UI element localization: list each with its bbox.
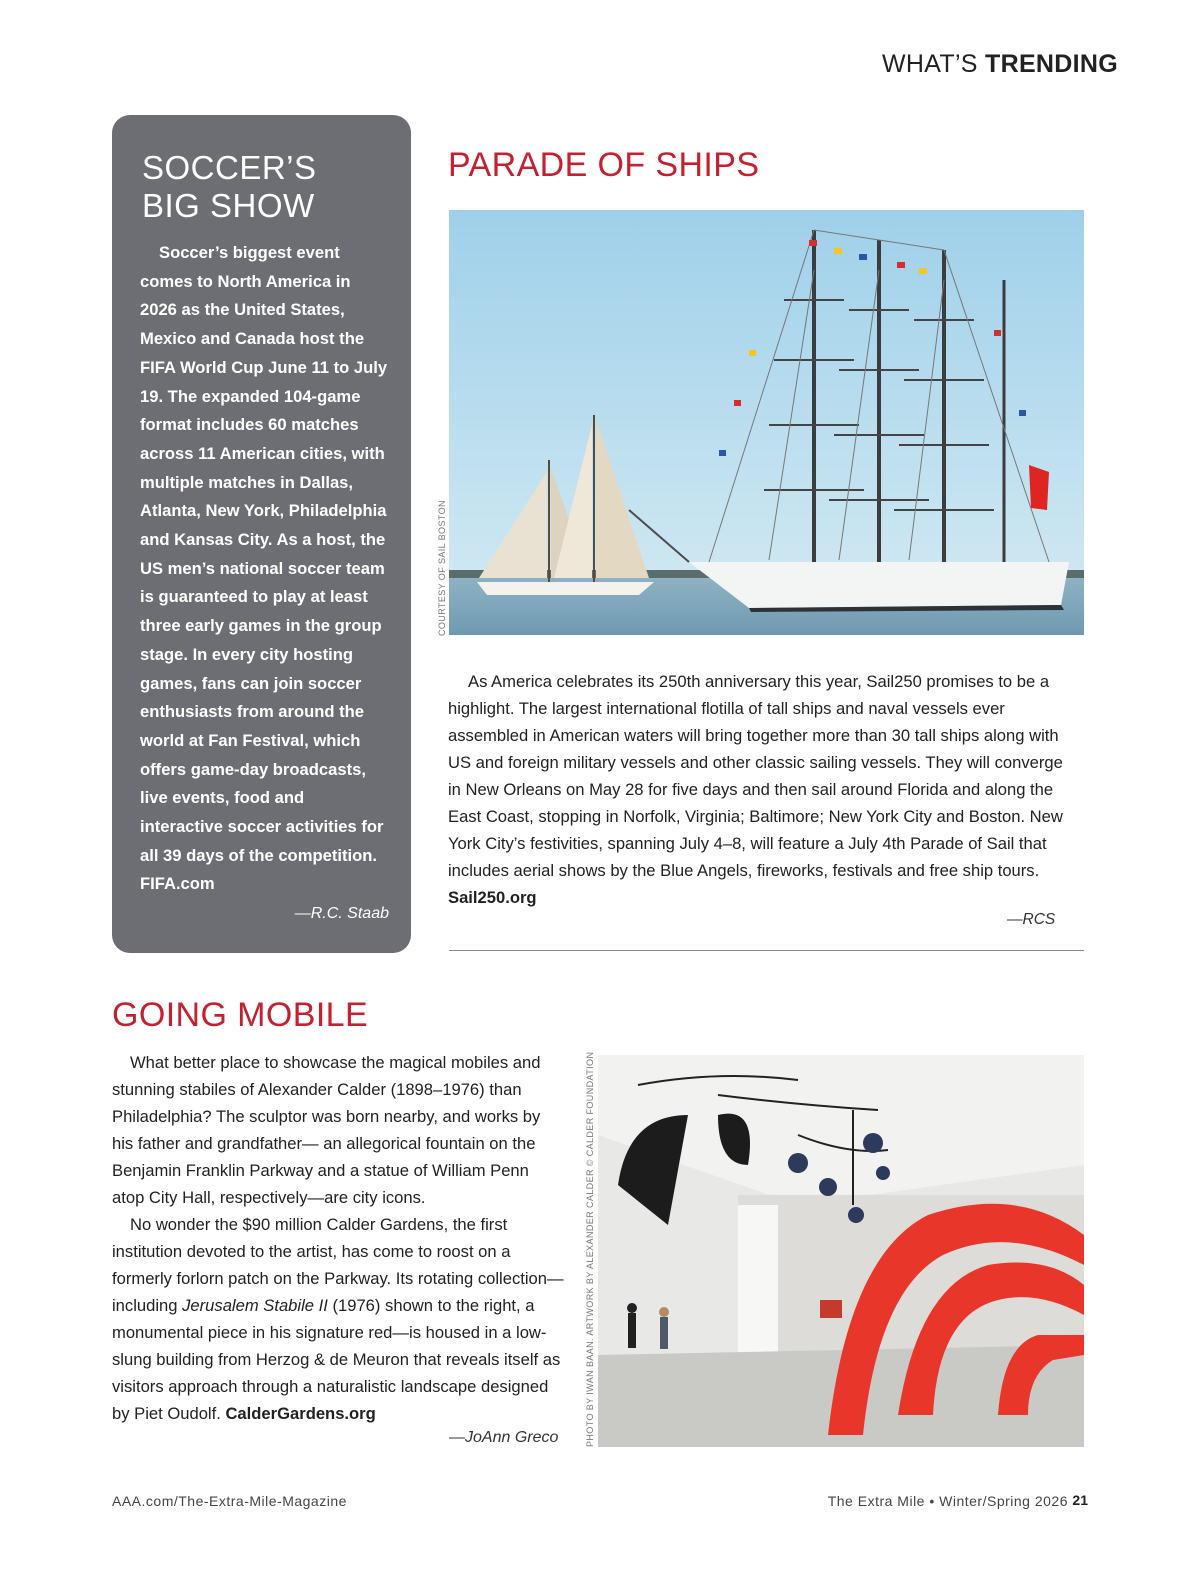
tall-ships-illustration (449, 210, 1084, 635)
footer-issue: The Extra Mile • Winter/Spring 2026 (827, 1493, 1068, 1509)
sidebar-title-line2: BIG SHOW (142, 187, 315, 224)
mobile-paragraph-2-end: (1976) shown to the right, a monumental piece in his signature red—is housed in a low-slung building from Herzog & de Meuron that reveals itself as visitors approach through a naturalistic landscape designed by Piet Oudolf. (112, 1296, 561, 1423)
sidebar-byline: —R.C. Staab (294, 905, 389, 922)
ships-body (448, 668, 1068, 911)
section-header (882, 50, 1118, 79)
ships-photo-credit: COURTESY OF SAIL BOSTON (437, 500, 447, 636)
calder-photo-credit: PHOTO BY IWAN BAAN. ARTWORK BY ALEXANDER CALDER © CALDER FOUNDATION (585, 1051, 595, 1447)
mobile-paragraph-2-start: No wonder the $90 million Calder Gardens, the first institution devoted to the artist, has come to roost on a formerly forlorn patch on the Parkway. Its rotating collection—including (112, 1215, 564, 1315)
calder-gallery-illustration (598, 1055, 1084, 1447)
section-header-prefix: WHAT’S (882, 50, 986, 78)
sail250-link[interactable]: Sail250.org (448, 888, 537, 907)
calder-photo (598, 1055, 1084, 1447)
sidebar-body-text: Soccer’s biggest event comes to North America in 2026 as the United States, Mexico and Canada host the FIFA World Cup June 11 to July 19. The expanded 104-game format includes 60 matches across 11 American cities, with multiple matches in Dallas, Atlanta, New York, Philadelphia and Kansas City. As a host, the US men’s national soccer team is guaranteed to play at least three early games in the group stage. In every city hosting games, fans can join soccer enthusiasts from around the world at Fan Festival, which offers game-day broadcasts, live events, food and interactive soccer activities for all 39 days of the competition. (140, 243, 388, 865)
fifa-link[interactable]: FIFA.com (140, 874, 215, 894)
footer-url[interactable]: AAA.com/The-Extra-Mile-Magazine (112, 1493, 347, 1509)
mobile-paragraph-1: What better place to showcase the magical mobiles and stunning stabiles of Alexander Calder (1898–1976) than Philadelphia? The sculptor was born nearby, and works by his father and grandfather— an allegorical fountain on the Benjamin Franklin Parkway and a statue of William Penn atop City Hall, respectively—are city icons. (112, 1053, 541, 1207)
mobile-paragraph-2 (112, 1211, 564, 1427)
mobile-body (112, 1049, 564, 1427)
mobile-byline: —JoAnn Greco (449, 1429, 559, 1446)
ships-byline: —RCS (1007, 911, 1056, 928)
artwork-title: Jerusalem Stabile II (182, 1296, 328, 1315)
sidebar-title (142, 149, 391, 225)
sidebar-body (140, 239, 391, 899)
page-number: 21 (1072, 1492, 1088, 1508)
section-header-bold: TRENDING (985, 50, 1118, 78)
section-divider (449, 950, 1084, 951)
soccer-sidebar (112, 115, 411, 953)
caldergardens-link[interactable]: CalderGardens.org (225, 1404, 376, 1423)
sidebar-title-line1: SOCCER’S (142, 149, 317, 186)
ships-title: PARADE OF SHIPS (448, 146, 760, 184)
mobile-title: GOING MOBILE (112, 996, 369, 1034)
ships-photo (449, 210, 1084, 635)
ships-body-text: As America celebrates its 250th anniversary this year, Sail250 promises to be a highlight. The largest international flotilla of tall ships and naval vessels ever assembled in American waters will bring together more than 30 tall ships along with US and foreign military vessels and other classic sailing vessels. They will converge in New Orleans on May 28 for five days and then sail around Florida and along the East Coast, stopping in Norfolk, Virginia; Baltimore; New York City and Boston. New York City’s festivities, spanning July 4–8, will feature a July 4th Parade of Sail that includes aerial shows by the Blue Angels, fireworks, festivals and free ship tours. (448, 672, 1063, 880)
